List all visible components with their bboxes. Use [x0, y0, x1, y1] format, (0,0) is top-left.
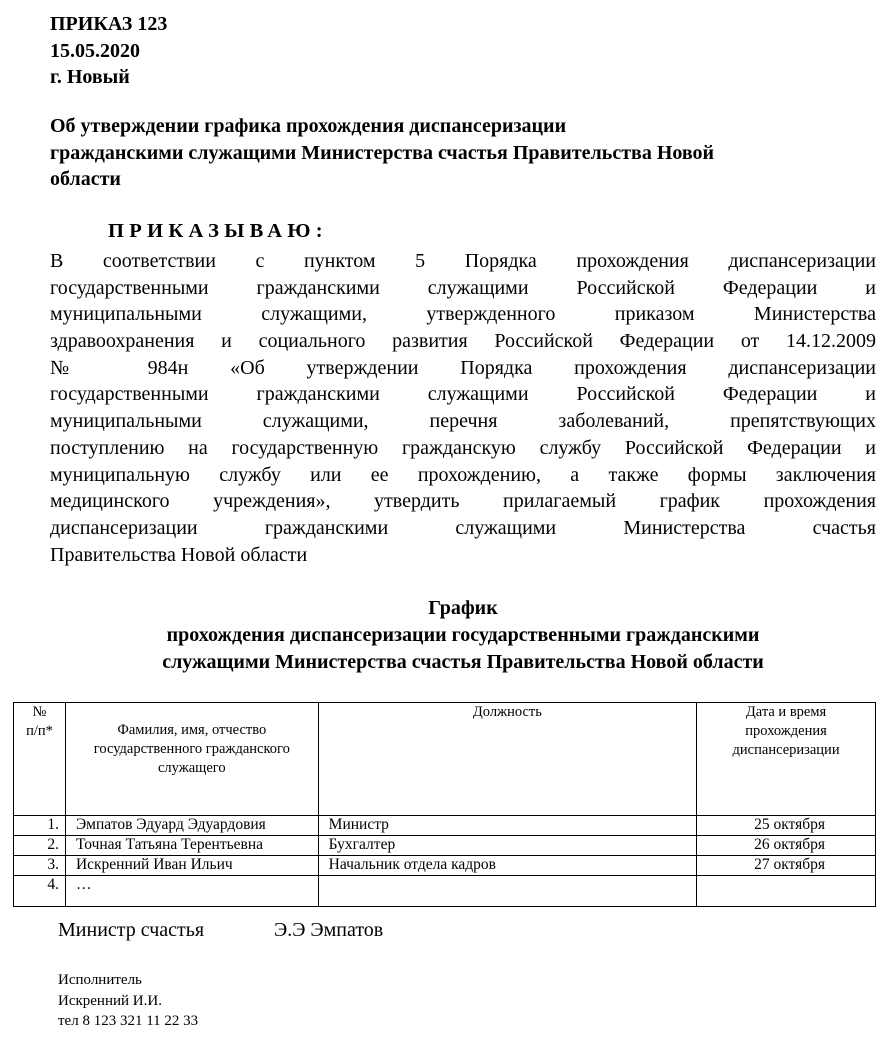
order-date: 15.05.2020	[50, 39, 140, 62]
body-line: № 984н «Об утверждении Порядка прохождения диспансеризации	[50, 356, 876, 379]
schedule-table	[13, 702, 876, 907]
order-city: г. Новый	[50, 66, 130, 88]
header-date-line: прохождения	[745, 723, 827, 739]
cell-position	[318, 836, 696, 856]
table-row	[14, 856, 876, 876]
executor-label: Исполнитель	[58, 972, 142, 988]
subject-line: гражданскими служащими Министерства счастья Правительства Новой	[50, 141, 715, 164]
body-line: муниципальную службу или ее прохождению, а также формы заключения	[50, 463, 876, 486]
body-line: медицинского учреждения», утвердить прилагаемый график прохождения	[50, 490, 876, 513]
body-line: муниципальными служащими, утвержденного приказом Министерства	[50, 303, 876, 326]
cell-date	[697, 876, 876, 907]
cell-name	[65, 836, 318, 856]
executor-block	[58, 970, 198, 1032]
header-name-line: государственного гражданского	[93, 741, 290, 757]
cell-name-text: Искренний Иван Ильич	[75, 856, 233, 873]
table-row	[14, 816, 876, 836]
body-line: диспансеризации гражданскими служащими Министерства счастья	[50, 516, 876, 539]
cell-position	[318, 816, 696, 836]
cell-position-text: Бухгалтер	[328, 836, 396, 853]
cell-position-text: Начальник отдела кадров	[328, 856, 496, 873]
signature-name: Э.Э Эмпатов	[274, 919, 384, 941]
schedule-subtitle-line: прохождения диспансеризации государственными гражданскими	[166, 624, 760, 646]
cell-name-text: Точная Татьяна Терентьевна	[75, 836, 264, 853]
header-position-line: Должность	[472, 704, 542, 720]
cell-name	[65, 856, 318, 876]
header-num-line: п/п*	[26, 723, 53, 739]
cell-num-text: 3.	[47, 856, 59, 873]
cell-date-text	[825, 876, 875, 893]
header-date	[697, 703, 876, 816]
cell-num	[14, 836, 66, 856]
header-position	[318, 703, 696, 816]
cell-name	[65, 876, 318, 907]
subject-line: области	[50, 168, 121, 190]
cell-num-text: 1.	[47, 816, 59, 833]
order-body	[50, 248, 876, 568]
header-date-line: Дата и время	[745, 704, 827, 720]
cell-position-text	[319, 876, 329, 893]
header-date-line: диспансеризации	[732, 742, 840, 758]
table-header-row	[14, 703, 876, 816]
cell-num-text: 2.	[47, 836, 59, 853]
cell-position	[318, 876, 696, 907]
cell-name-text: …	[75, 876, 92, 893]
cell-name-text: Эмпатов Эдуард Эдуардовия	[75, 816, 266, 833]
cell-name	[65, 816, 318, 836]
cell-num	[14, 876, 66, 907]
table-row	[14, 876, 876, 907]
header-name	[65, 703, 318, 816]
body-line: муниципальными служащими, перечня заболеваний, препятствующих	[50, 410, 876, 433]
cell-position-text: Министр	[328, 816, 389, 833]
schedule-title: График	[428, 597, 498, 619]
cell-num	[14, 816, 66, 836]
cell-num	[14, 856, 66, 876]
cell-date	[697, 856, 876, 876]
order-word: ПРИКАЗЫВАЮ:	[108, 220, 328, 242]
schedule-subtitle-line: служащими Министерства счастья Правительства Новой области	[162, 651, 764, 673]
cell-position	[318, 856, 696, 876]
body-line: Правительства Новой области	[50, 543, 308, 566]
header-num-line: №	[32, 704, 47, 720]
subject-line: Об утверждении графика прохождения диспансеризации	[50, 115, 567, 137]
body-line: В соответствии с пунктом 5 Порядка прохождения диспансеризации	[50, 250, 876, 272]
cell-num-text: 4.	[47, 876, 59, 893]
cell-date-text: 25 октября	[754, 816, 825, 833]
body-line: здравоохранения и социального развития Российской Федерации от 14.12.2009	[50, 330, 876, 353]
cell-date-text: 26 октября	[754, 836, 825, 853]
header-num	[14, 703, 66, 816]
header-name-line: Фамилия, имя, отчество	[117, 722, 267, 738]
cell-date-text: 27 октября	[754, 856, 825, 873]
executor-phone: тел 8 123 321 11 22 33	[58, 1013, 199, 1029]
body-line: поступлению на государственную гражданскую службу Российской Федерации и	[50, 436, 876, 459]
cell-date	[697, 836, 876, 856]
order-subject	[50, 113, 840, 193]
executor-name: Искренний И.И.	[58, 992, 162, 1009]
header-name-line: служащего	[157, 760, 226, 776]
cell-date	[697, 816, 876, 836]
order-header	[50, 11, 167, 91]
table-row	[14, 836, 876, 856]
order-number: ПРИКАЗ 123	[50, 13, 168, 35]
signature-title: Министр счастья	[58, 919, 205, 941]
body-line: государственными гражданскими служащими Российской Федерации и	[50, 276, 876, 299]
body-line: государственными гражданскими служащими Российской Федерации и	[50, 383, 876, 406]
